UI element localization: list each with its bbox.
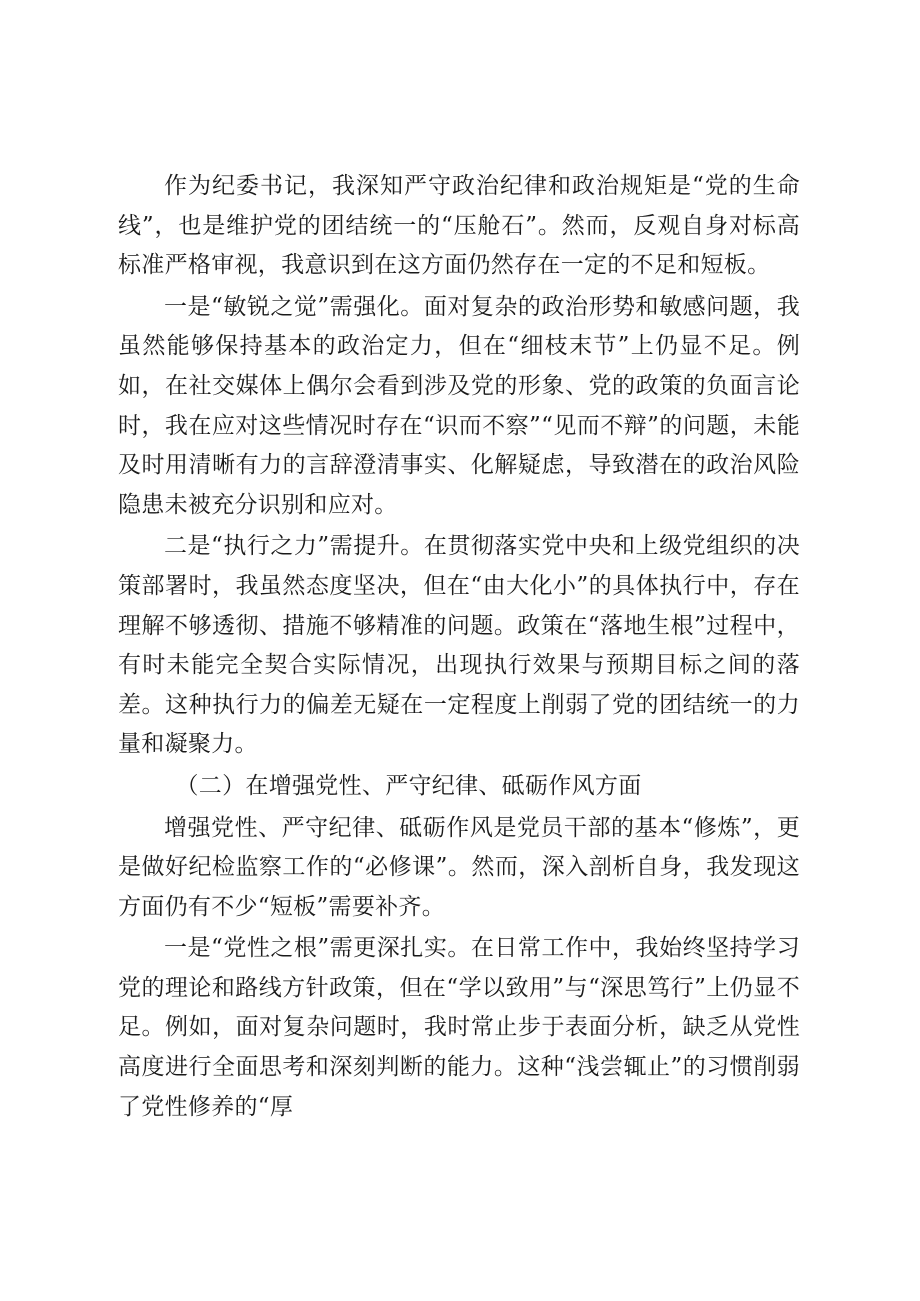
paragraph-party-spirit-intro: 增强党性、严守纪律、砥砺作风是党员干部的基本“修炼”，更是做好纪检监察工作的“必修课”。然而，深入剖析自身，我发现这方面仍有不少“短板”需要补齐。: [118, 814, 800, 920]
paragraph-execution: 二是“执行之力”需提升。在贯彻落实党中央和上级党组织的决策部署时，我虽然态度坚决，但在“由大化小”的具体执行中，存在理解不够透彻、措施不够精准的问题。政策在“落地生根”过程中，有时未能完全契合实际情况，出现执行效果与预期目标之间的落差。这种执行力的偏差无疑在一定程度上削弱了党的团结统一的力量和凝聚力。: [118, 533, 800, 758]
paragraph-political-sensitivity: 一是“敏锐之觉”需强化。面对复杂的政治形势和敏感问题，我虽然能够保持基本的政治定力，但在“细枝末节”上仍显不足。例如，在社交媒体上偶尔会看到涉及党的形象、党的政策的负面言论时，我在应对这些情况时存在“识而不察”“见而不辩”的问题，未能及时用清晰有力的言辞澄清事实、化解疑虑，导致潜在的政治风险隐患未被充分识别和应对。: [118, 293, 800, 518]
paragraph-intro: 作为纪委书记，我深知严守政治纪律和政治规矩是“党的生命线”，也是维护党的团结统一的“压舱石”。然而，反观自身对标高标准严格审视，我意识到在这方面仍然存在一定的不足和短板。: [118, 173, 800, 279]
section-heading: （二）在增强党性、严守纪律、砥砺作风方面: [175, 772, 642, 799]
document-body: [118, 167, 800, 1129]
paragraph-party-spirit-root: 一是“党性之根”需更深扎实。在日常工作中，我始终坚持学习党的理论和路线方针政策，但在“学以致用”与“深思笃行”上仍显不足。例如，面对复杂问题时，我时常止步于表面分析，缺乏从党性高度进行全面思考和深刻判断的能力。这种“浅尝辄止”的习惯削弱了党性修养的“厚: [118, 935, 800, 1120]
